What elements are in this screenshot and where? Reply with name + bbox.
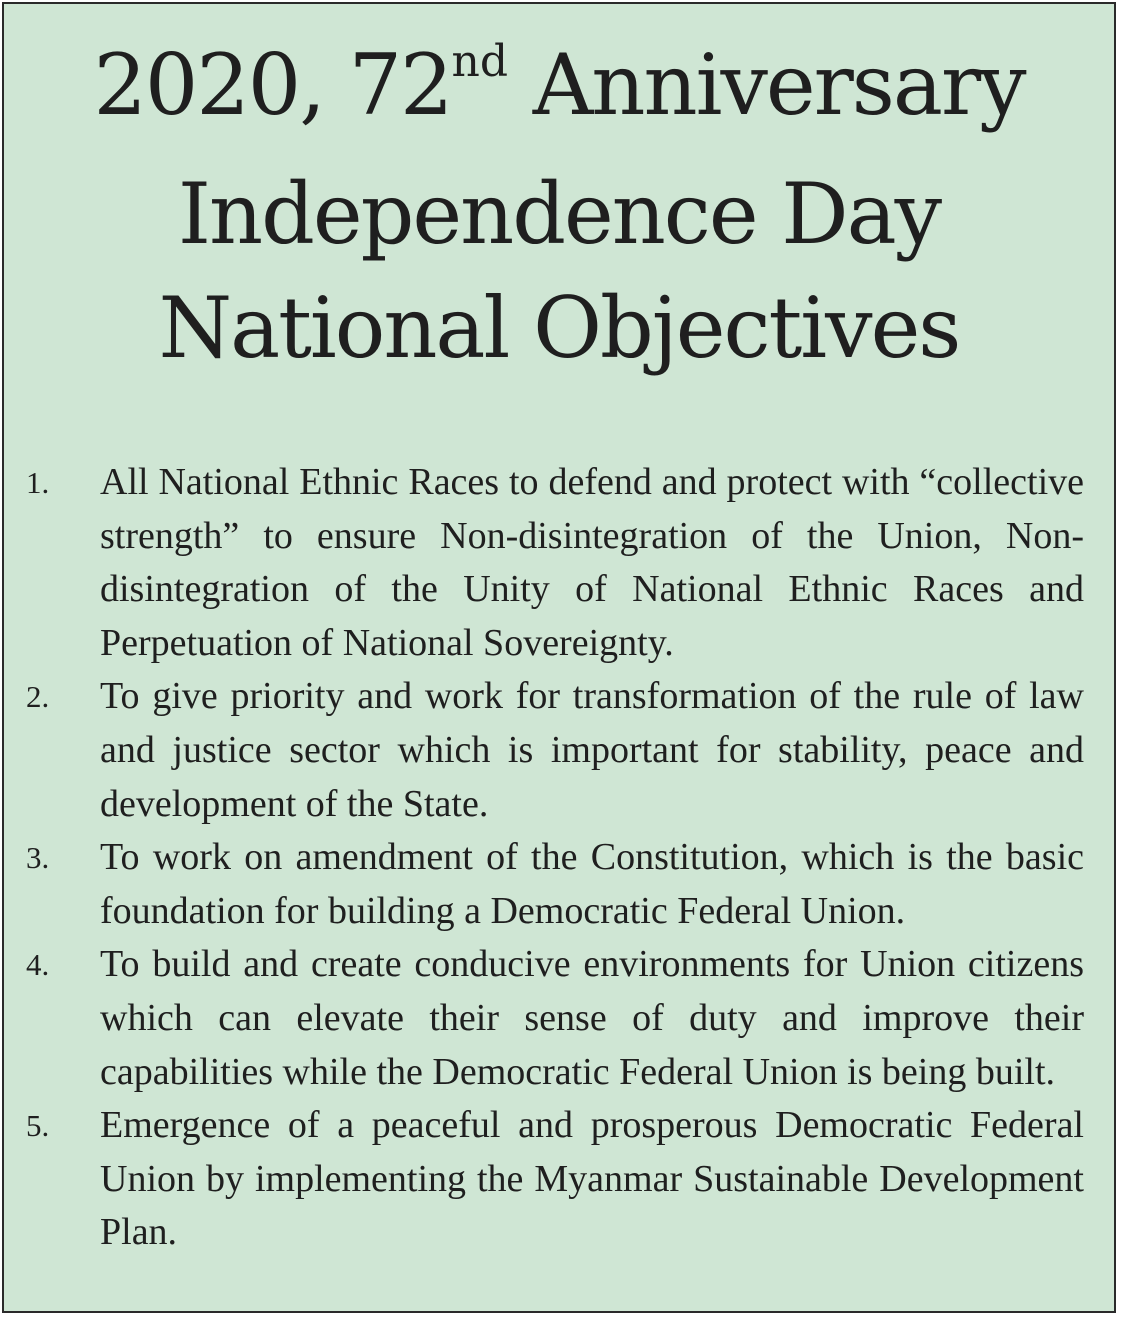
objective-text: Emergence of a peaceful and prosperous Democratic Federal Union by implementing the Myanmar Sustainable Development Plan. <box>100 1104 1084 1254</box>
objective-text: To work on amendment of the Constitution, which is the basic foundation for building a Democratic Federal Union. <box>100 836 1084 932</box>
objective-item-3 <box>4 831 1114 938</box>
title-ordinal-suffix: nd <box>451 36 509 87</box>
objectives-panel <box>2 2 1116 1313</box>
objective-number: 4. <box>26 947 50 983</box>
objective-text: All National Ethnic Races to defend and protect with “collective strength” to ensure Non-disintegration of the Union, Non-disintegration of the Unity of National Ethnic Races and Perpetuation of National Sovereignty. <box>100 461 1084 664</box>
objective-text: To give priority and work for transformation of the rule of law and justice sector which is important for stability, peace and development of the State. <box>100 675 1084 825</box>
objective-number: 1. <box>26 465 50 500</box>
title-anniversary: Anniversary <box>508 36 1025 134</box>
title-line-3: National Objectives <box>158 279 960 377</box>
objective-item-4 <box>4 938 1114 1099</box>
title-line-2: Independence Day <box>177 165 941 263</box>
objective-item-1 <box>4 456 1114 670</box>
objective-item-2 <box>4 670 1114 831</box>
objective-number: 3. <box>26 840 50 876</box>
objective-number: 5. <box>26 1108 50 1144</box>
title-line-1 <box>4 28 1114 157</box>
objective-number: 2. <box>26 679 50 715</box>
objective-text: To build and create conducive environments for Union citizens which can elevate their sense of duty and improve their capabilities while the Democratic Federal Union is being built. <box>100 943 1084 1093</box>
title-year-ordinal: 2020, 72 <box>93 36 452 134</box>
page-title <box>4 28 1114 385</box>
objectives-list <box>4 456 1114 1260</box>
objective-item-5 <box>4 1099 1114 1260</box>
